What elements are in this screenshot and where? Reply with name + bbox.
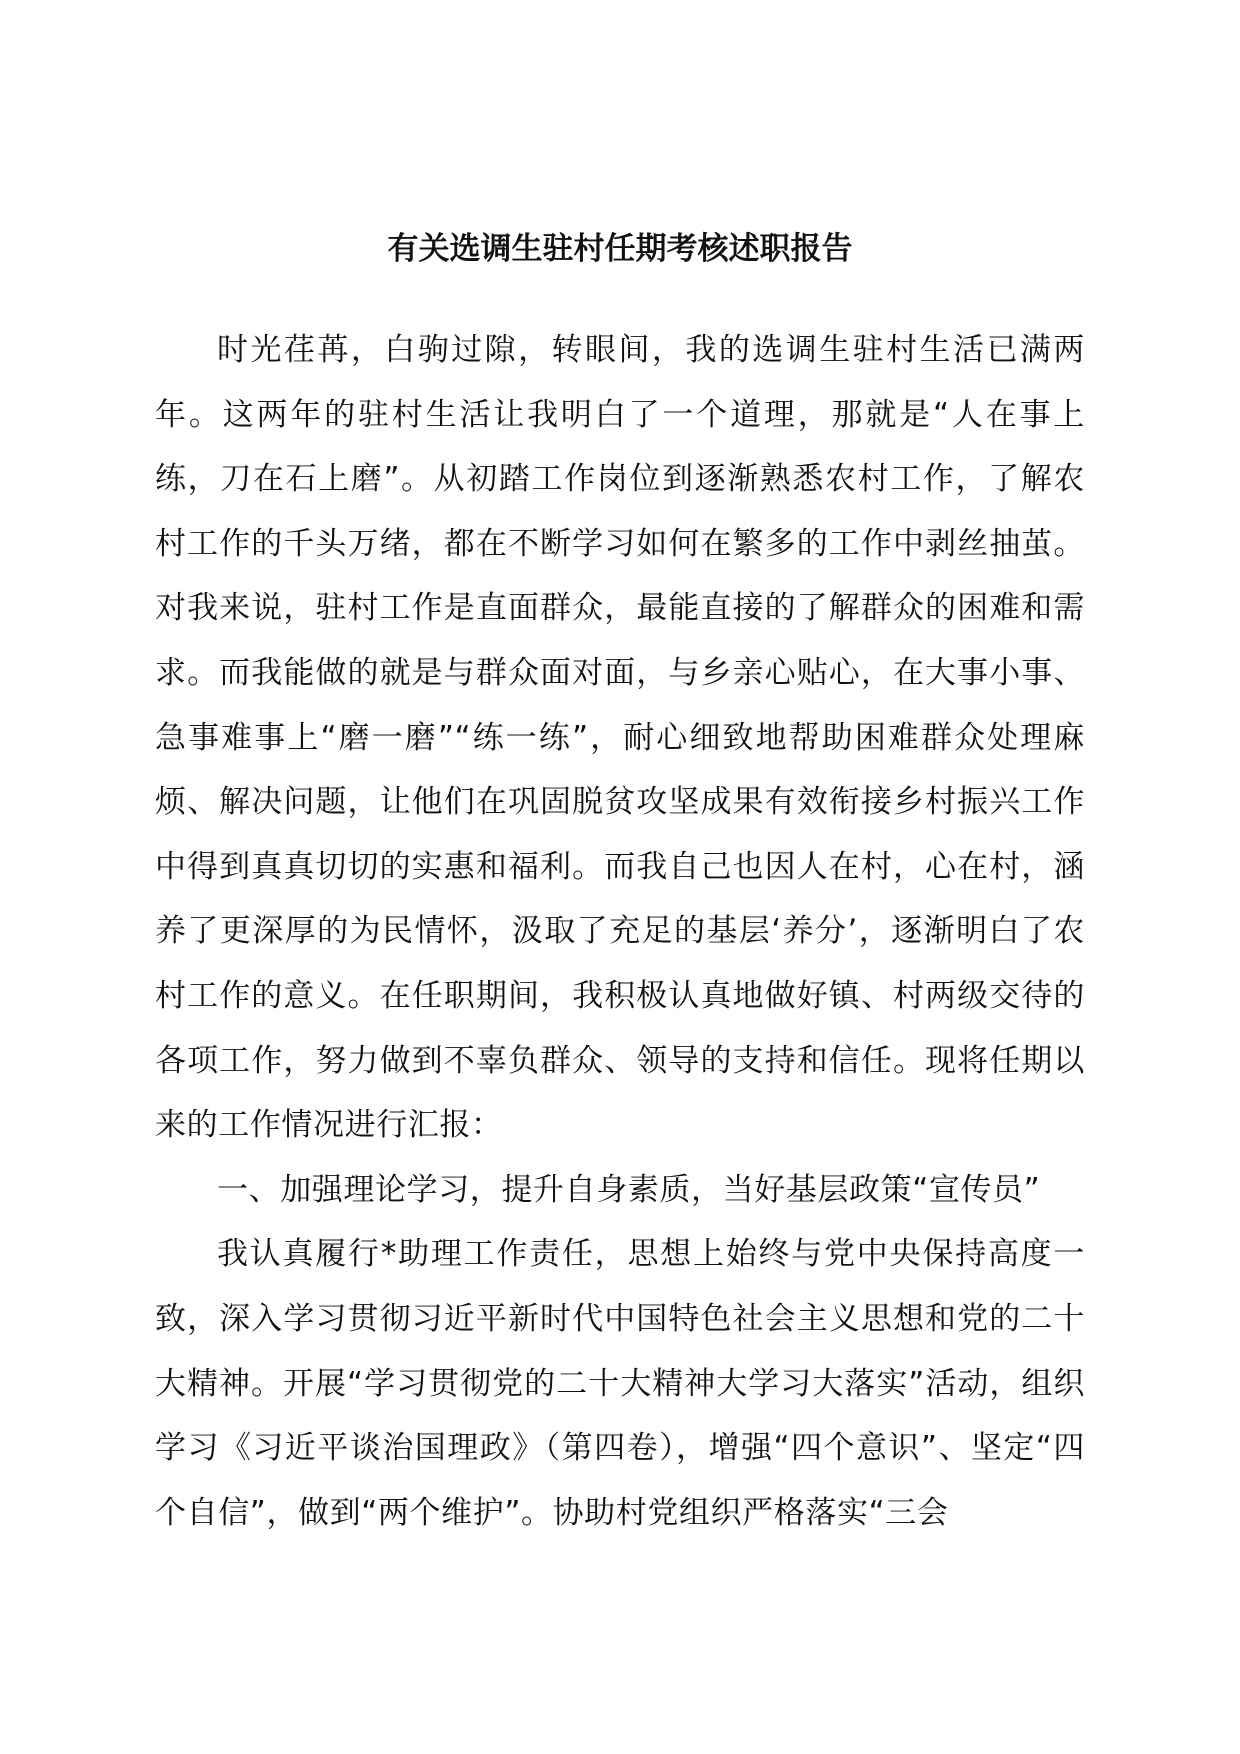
document-title: 有关选调生驻村任期考核述职报告 [387,231,853,267]
section-heading: 一、加强理论学习，提升自身素质，当好基层政策“宣传员” [217,1171,1041,1208]
document-body [155,318,1085,1545]
intro-paragraph: 时光荏苒，白驹过隙，转眼间，我的选调生驻村生活已满两年。这两年的驻村生活让我明白了一个道理，那就是“人在事上练，刀在石上磨”。从初踏工作岗位到逐渐熟悉农村工作，了解农村工作的千头万绪，都在不断学习如何在繁多的工作中剥丝抽茧。对我来说，驻村工作是直面群众，最能直接的了解群众的困难和需求。而我能做的就是与群众面对面，与乡亲心贴心，在大事小事、急事难事上“磨一磨”“练一练”，耐心细致地帮助困难群众处理麻烦、解决问题，让他们在巩固脱贫攻坚成果有效衔接乡村振兴工作中得到真真切切的实惠和福利。而我自己也因人在村，心在村，涵养了更深厚的为民情怀，汲取了充足的基层‘养分’，逐渐明白了农村工作的意义。在任职期间，我积极认真地做好镇、村两级交待的各项工作，努力做到不辜负群众、领导的支持和信任。现将任期以来的工作情况进行汇报： [155,332,1085,1144]
section-paragraph: 我认真履行*助理工作责任，思想上始终与党中央保持高度一致，深入学习贯彻习近平新时代中国特色社会主义思想和党的二十大精神。开展“学习贯彻党的二十大精神大学习大落实”活动，组织学习《习近平谈治国理政》（第四卷），增强“四个意识”、坚定“四个自信”，做到“两个维护”。协助村党组织严格落实“三会 [155,1236,1085,1531]
